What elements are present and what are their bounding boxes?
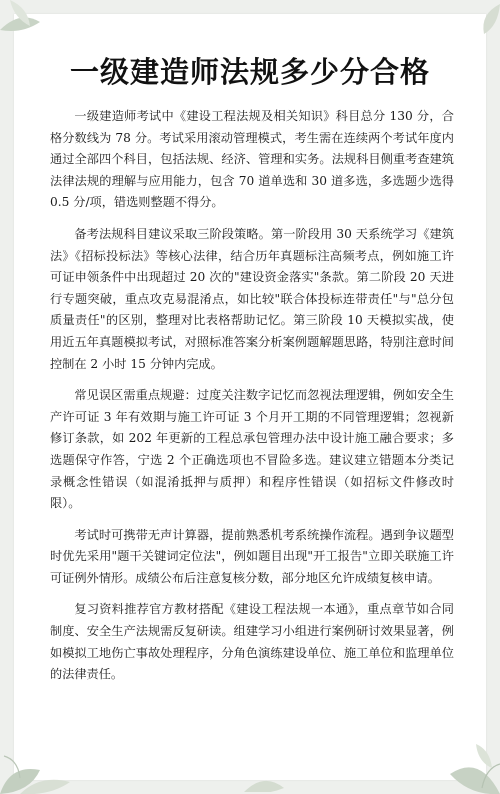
leaf-decoration-icon [234,762,314,792]
leaf-decoration-icon [450,4,500,54]
paragraph: 一级建造师考试中《建设工程法规及相关知识》科目总分 130 分，合格分数线为 78 分。考试采用滚动管理模式，考生需在连续两个考试年度内通过全部四个科目，包括法规、经济、管理和实务。法规科目侧重考查建筑法律法规的理解与应用能力，包含 70 道单选和 30 道多选，多选题少选得 0.5 分/项，错选则整题不得分。 [50,109,454,210]
paragraph: 备考法规科目建议采取三阶段策略。第一阶段用 30 天系统学习《建筑法》《招标投标法》等核心法律，结合历年真题标注高频考点，例如施工许可证申领条件中出现超过 20 次的"建设资金落实"条款。第二阶段 20 天进行专题突破，重点攻克易混淆点，如比较"联合体投标连带责任"与"总分包质量责任"的区别，整理对比表格帮助记忆。第三阶段 10 天模拟实战，使用近五年真题模拟考试，对照标准答案分析案例题解题思路，特别注意时间控制在 2 小时 15 分钟内完成。 [50,226,454,371]
paragraph: 复习资料推荐官方教材搭配《建设工程法规一本通》，重点章节如合同制度、安全生产法规需反复研读。组建学习小组进行案例研讨效果显著，例如模拟工地伤亡事故处理程序，分角色演练建设单位、施工单位和监理单位的法律责任。 [50,602,454,682]
leaf-decoration-icon [420,724,500,794]
page-title: 一级建造师法规多少分合格 [69,55,430,89]
paragraph: 常见误区需重点规避：过度关注数字记忆而忽视法理逻辑，例如安全生产许可证 3 年有效期与施工许可证 3 个月开工期的不同管理逻辑；忽视新修订条款，如 202 年更新的工程总承包管理办法中设计施工融合要求；多选题保守作答，宁选 2 个正确选项也不冒险多选。建议建立错题本分类记录概念性错误（如混淆抵押与质押）和程序性错误（如招标文件修改时限）。 [50,388,454,511]
article-body [50,106,454,696]
leaf-decoration-icon [0,734,90,794]
document-page [14,14,486,780]
paragraph: 考试时可携带无声计算器，提前熟悉机考系统操作流程。遇到争议题型时优先采用"题干关键词定位法"，例如题目出现"开工报告"立即关联施工许可证例外情形。成绩公布后注意复核分数，部分地区允许成绩复核申请。 [50,527,454,585]
